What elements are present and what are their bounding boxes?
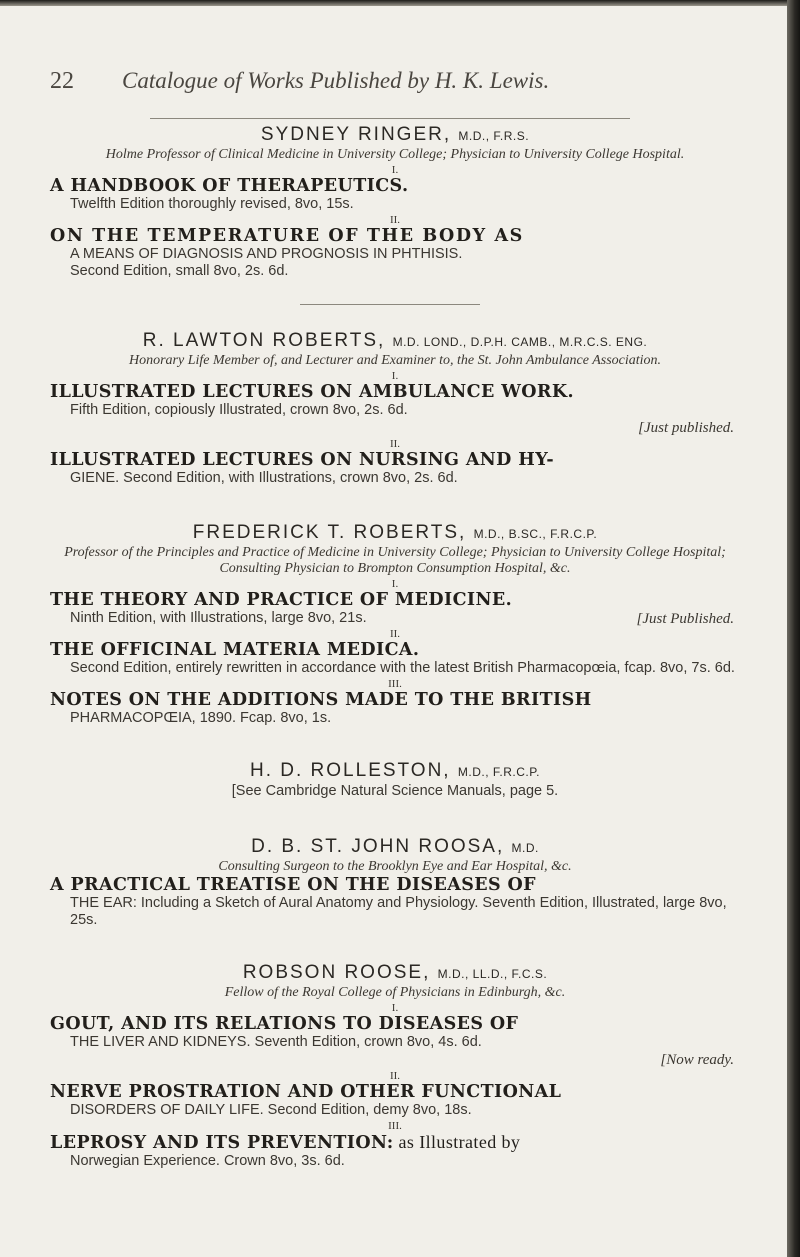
author-heading	[50, 760, 740, 783]
author-qualifications: M.D., B.SC., F.R.C.P.	[473, 527, 598, 541]
work-description: Twelfth Edition thoroughly revised, 8vo, 15s.	[70, 196, 354, 212]
entry-robson-roose	[50, 962, 740, 1170]
publication-note: [Just published.	[638, 420, 734, 436]
work-number: II.	[389, 214, 401, 226]
author-name: R. LAWTON ROBERTS,	[142, 330, 386, 351]
work-number: II.	[389, 438, 401, 450]
author-name: H. D. ROLLESTON,	[250, 760, 451, 781]
work-title: A HANDBOOK OF THERAPEUTICS.	[50, 176, 409, 196]
running-title: Catalogue of Works Published by H. K. Lewis.	[122, 68, 550, 93]
work-number: I.	[391, 578, 399, 590]
work-title: THE OFFICINAL MATERIA MEDICA.	[50, 640, 420, 660]
author-heading	[50, 836, 740, 859]
author-qualifications: M.D., F.R.C.P.	[457, 765, 540, 779]
author-qualifications: M.D., F.R.S.	[458, 129, 530, 143]
work-number: I.	[391, 164, 399, 176]
entry-sydney-ringer	[50, 124, 740, 280]
work-number: I.	[391, 370, 399, 382]
work-number: II.	[389, 1070, 401, 1082]
work-description: GIENE. Second Edition, with Illustrations, crown 8vo, 2s. 6d.	[70, 470, 458, 486]
entry-rolleston	[50, 760, 740, 800]
work-title-tail: as Illustrated by	[393, 1132, 521, 1152]
author-name: ROBSON ROOSE,	[242, 962, 431, 983]
work-title: NOTES ON THE ADDITIONS MADE TO THE BRITISH	[50, 690, 592, 710]
author-affiliation: Professor of the Principles and Practice of Medicine in University College; Physician to University College Hospital; Consulting Physician to Brompton Consumption Hospital, &c.	[64, 545, 726, 576]
publication-note: [Now ready.	[660, 1052, 734, 1068]
author-qualifications: M.D. LOND., D.P.H. CAMB., M.R.C.S. ENG.	[392, 335, 648, 349]
work-description: THE LIVER AND KIDNEYS. Seventh Edition, crown 8vo, 4s. 6d.	[70, 1034, 482, 1050]
author-qualifications: M.D.	[511, 841, 539, 855]
work-title: GOUT, AND ITS RELATIONS TO DISEASES OF	[50, 1014, 519, 1034]
work-description: THE EAR: Including a Sketch of Aural Anatomy and Physiology. Seventh Edition, Illustrated, large 8vo, 25s.	[70, 895, 727, 928]
page-number: 22	[50, 68, 74, 94]
work-description: Second Edition, small 8vo, 2s. 6d.	[70, 263, 289, 279]
work-line	[50, 610, 740, 627]
work-number: III.	[388, 678, 402, 690]
section-divider	[300, 304, 480, 305]
work-description: PHARMACOPŒIA, 1890. Fcap. 8vo, 1s.	[70, 710, 332, 726]
author-name: SYDNEY RINGER,	[260, 124, 452, 145]
author-qualifications: M.D., LL.D., F.C.S.	[437, 967, 548, 981]
publication-note: [Just Published.	[636, 611, 734, 627]
work-description: Fifth Edition, copiously Illustrated, crown 8vo, 2s. 6d.	[70, 402, 408, 418]
author-name: FREDERICK T. ROBERTS,	[192, 522, 467, 543]
work-title: ILLUSTRATED LECTURES ON NURSING AND HY-	[50, 450, 554, 470]
work-number: I.	[391, 1002, 399, 1014]
author-name: D. B. ST. JOHN ROOSA,	[251, 836, 505, 857]
work-title: NERVE PROSTRATION AND OTHER FUNCTIONAL	[50, 1082, 562, 1102]
author-affiliation: Fellow of the Royal College of Physicians in Edinburgh, &c.	[224, 985, 566, 1000]
author-affiliation: Holme Professor of Clinical Medicine in University College; Physician to University College Hospital.	[105, 147, 685, 162]
page-header	[50, 68, 750, 98]
work-number: III.	[388, 1120, 402, 1132]
author-heading	[50, 330, 740, 353]
work-description: Second Edition, entirely rewritten in accordance with the latest British Pharmacopœia, fcap. 8vo, 7s. 6d.	[70, 660, 735, 676]
work-title: ON THE TEMPERATURE OF THE BODY AS	[50, 226, 524, 246]
cross-reference: [See Cambridge Natural Science Manuals, page 5.	[231, 783, 559, 799]
entry-frederick-roberts	[50, 522, 740, 727]
work-title: THE THEORY AND PRACTICE OF MEDICINE.	[50, 590, 513, 610]
work-title: A PRACTICAL TREATISE ON THE DISEASES OF	[50, 875, 537, 895]
page-binding-edge	[787, 0, 800, 1257]
author-heading	[50, 962, 740, 985]
entry-lawton-roberts	[50, 330, 740, 487]
work-description: Ninth Edition, with Illustrations, large 8vo, 21s.	[70, 610, 367, 626]
work-title-line	[50, 1132, 740, 1153]
author-affiliation: Honorary Life Member of, and Lecturer and Examiner to, the St. John Ambulance Association.	[128, 353, 662, 368]
header-rule	[150, 118, 630, 119]
work-title-continued: A MEANS OF DIAGNOSIS AND PROGNOSIS IN PHTHISIS.	[70, 246, 463, 262]
author-heading	[50, 522, 740, 545]
page-top-edge	[0, 0, 787, 6]
author-affiliation: Consulting Surgeon to the Brooklyn Eye and Ear Hospital, &c.	[218, 859, 572, 874]
work-title: LEPROSY AND ITS PREVENTION:	[50, 1133, 394, 1153]
work-number: II.	[389, 628, 401, 640]
work-description: Norwegian Experience. Crown 8vo, 3s. 6d.	[70, 1153, 345, 1169]
entry-roosa	[50, 836, 740, 929]
work-title: ILLUSTRATED LECTURES ON AMBULANCE WORK.	[50, 382, 574, 402]
work-description: DISORDERS OF DAILY LIFE. Second Edition, demy 8vo, 18s.	[70, 1102, 472, 1118]
author-heading	[50, 124, 740, 147]
